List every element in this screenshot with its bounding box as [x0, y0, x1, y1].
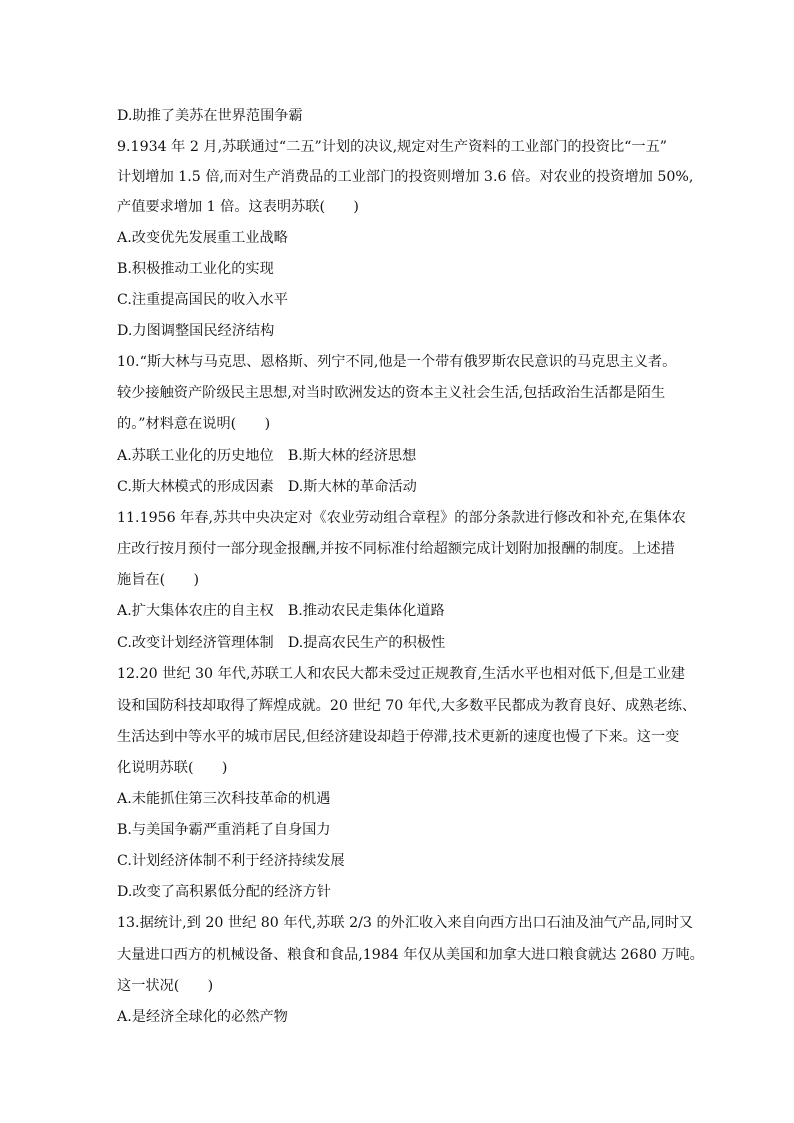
q11-options-cd: C.改变计划经济管理体制 D.提高农民生产的积极性: [117, 635, 446, 651]
q12-option-c: C.计划经济体制不利于经济持续发展: [117, 853, 345, 869]
q13-stem-line-2: 大量进口西方的机械设备、粮食和食品,1984 年仅从美国和加拿大进口粮食就达 2680 万吨。: [117, 947, 704, 963]
q11-stem-line-2: 庄改行按月预付一部分现金报酬,并按不同标准付给超额完成计划附加报酬的制度。上述措: [117, 541, 675, 557]
q13-option-a: A.是经济全球化的必然产物: [117, 1009, 288, 1025]
q9-stem-line-1: 9.1934 年 2 月,苏联通过“二五”计划的决议,规定对生产资料的工业部门的投资比“一五”: [117, 139, 668, 155]
q11-stem-line-3: 施旨在( ): [117, 572, 200, 588]
q12-option-a: A.未能抓住第三次科技革命的机遇: [117, 791, 331, 807]
q10-stem-line-1: 10.“斯大林与马克思、恩格斯、列宁不同,他是一个带有俄罗斯农民意识的马克思主义者。: [117, 354, 677, 370]
q10-stem-line-3: 的。”材料意在说明( ): [117, 416, 271, 432]
q11-options-ab: A.扩大集体农庄的自主权 B.推动农民走集体化道路: [117, 603, 445, 619]
q10-options-cd: C.斯大林模式的形成因素 D.斯大林的革命活动: [117, 479, 417, 495]
q12-stem-line-4: 化说明苏联( ): [117, 760, 228, 776]
q13-stem-line-3: 这一状况( ): [117, 978, 214, 994]
q9-option-c: C.注重提高国民的收入水平: [117, 292, 288, 308]
q9-option-a: A.改变优先发展重工业战略: [117, 230, 288, 246]
q10-stem-line-2: 较少接触资产阶级民主思想,对当时欧洲发达的资本主义社会生活,包括政治生活都是陌生: [117, 385, 666, 401]
q9-option-b: B.积极推动工业化的实现: [117, 261, 274, 277]
q9-stem-line-3: 产值要求增加 1 倍。这表明苏联( ): [117, 199, 359, 215]
q8-option-d: D.助推了美苏在世界范围争霸: [117, 108, 303, 124]
q12-stem-line-3: 生活达到中等水平的城市居民,但经济建设却趋于停滞,技术更新的速度也慢了下来。这一变: [117, 729, 680, 745]
q12-option-d: D.改变了高积累低分配的经济方针: [117, 884, 332, 900]
q9-option-d: D.力图调整国民经济结构: [117, 323, 275, 339]
q11-stem-line-1: 11.1956 年春,苏共中央决定对《农业劳动组合章程》的部分条款进行修改和补充,在集体农: [117, 510, 686, 526]
q10-options-ab: A.苏联工业化的历史地位 B.斯大林的经济思想: [117, 448, 417, 464]
q12-stem-line-2: 设和国防科技却取得了辉煌成就。20 世纪 70 年代,大多数平民都成为教育良好、成熟老练、: [117, 698, 697, 714]
q9-stem-line-2: 计划增加 1.5 倍,而对生产消费品的工业部门的投资则增加 3.6 倍。对农业的投资增加 50%,: [117, 169, 694, 185]
q12-stem-line-1: 12.20 世纪 30 年代,苏联工人和农民大都未受过正规教育,生活水平也相对低下,但是工业建: [117, 666, 686, 682]
q13-stem-line-1: 13.据统计,到 20 世纪 80 年代,苏联 2/3 的外汇收入来自向西方出口石油及油气产品,同时又: [117, 915, 694, 931]
q12-option-b: B.与美国争霸严重消耗了自身国力: [117, 822, 331, 838]
